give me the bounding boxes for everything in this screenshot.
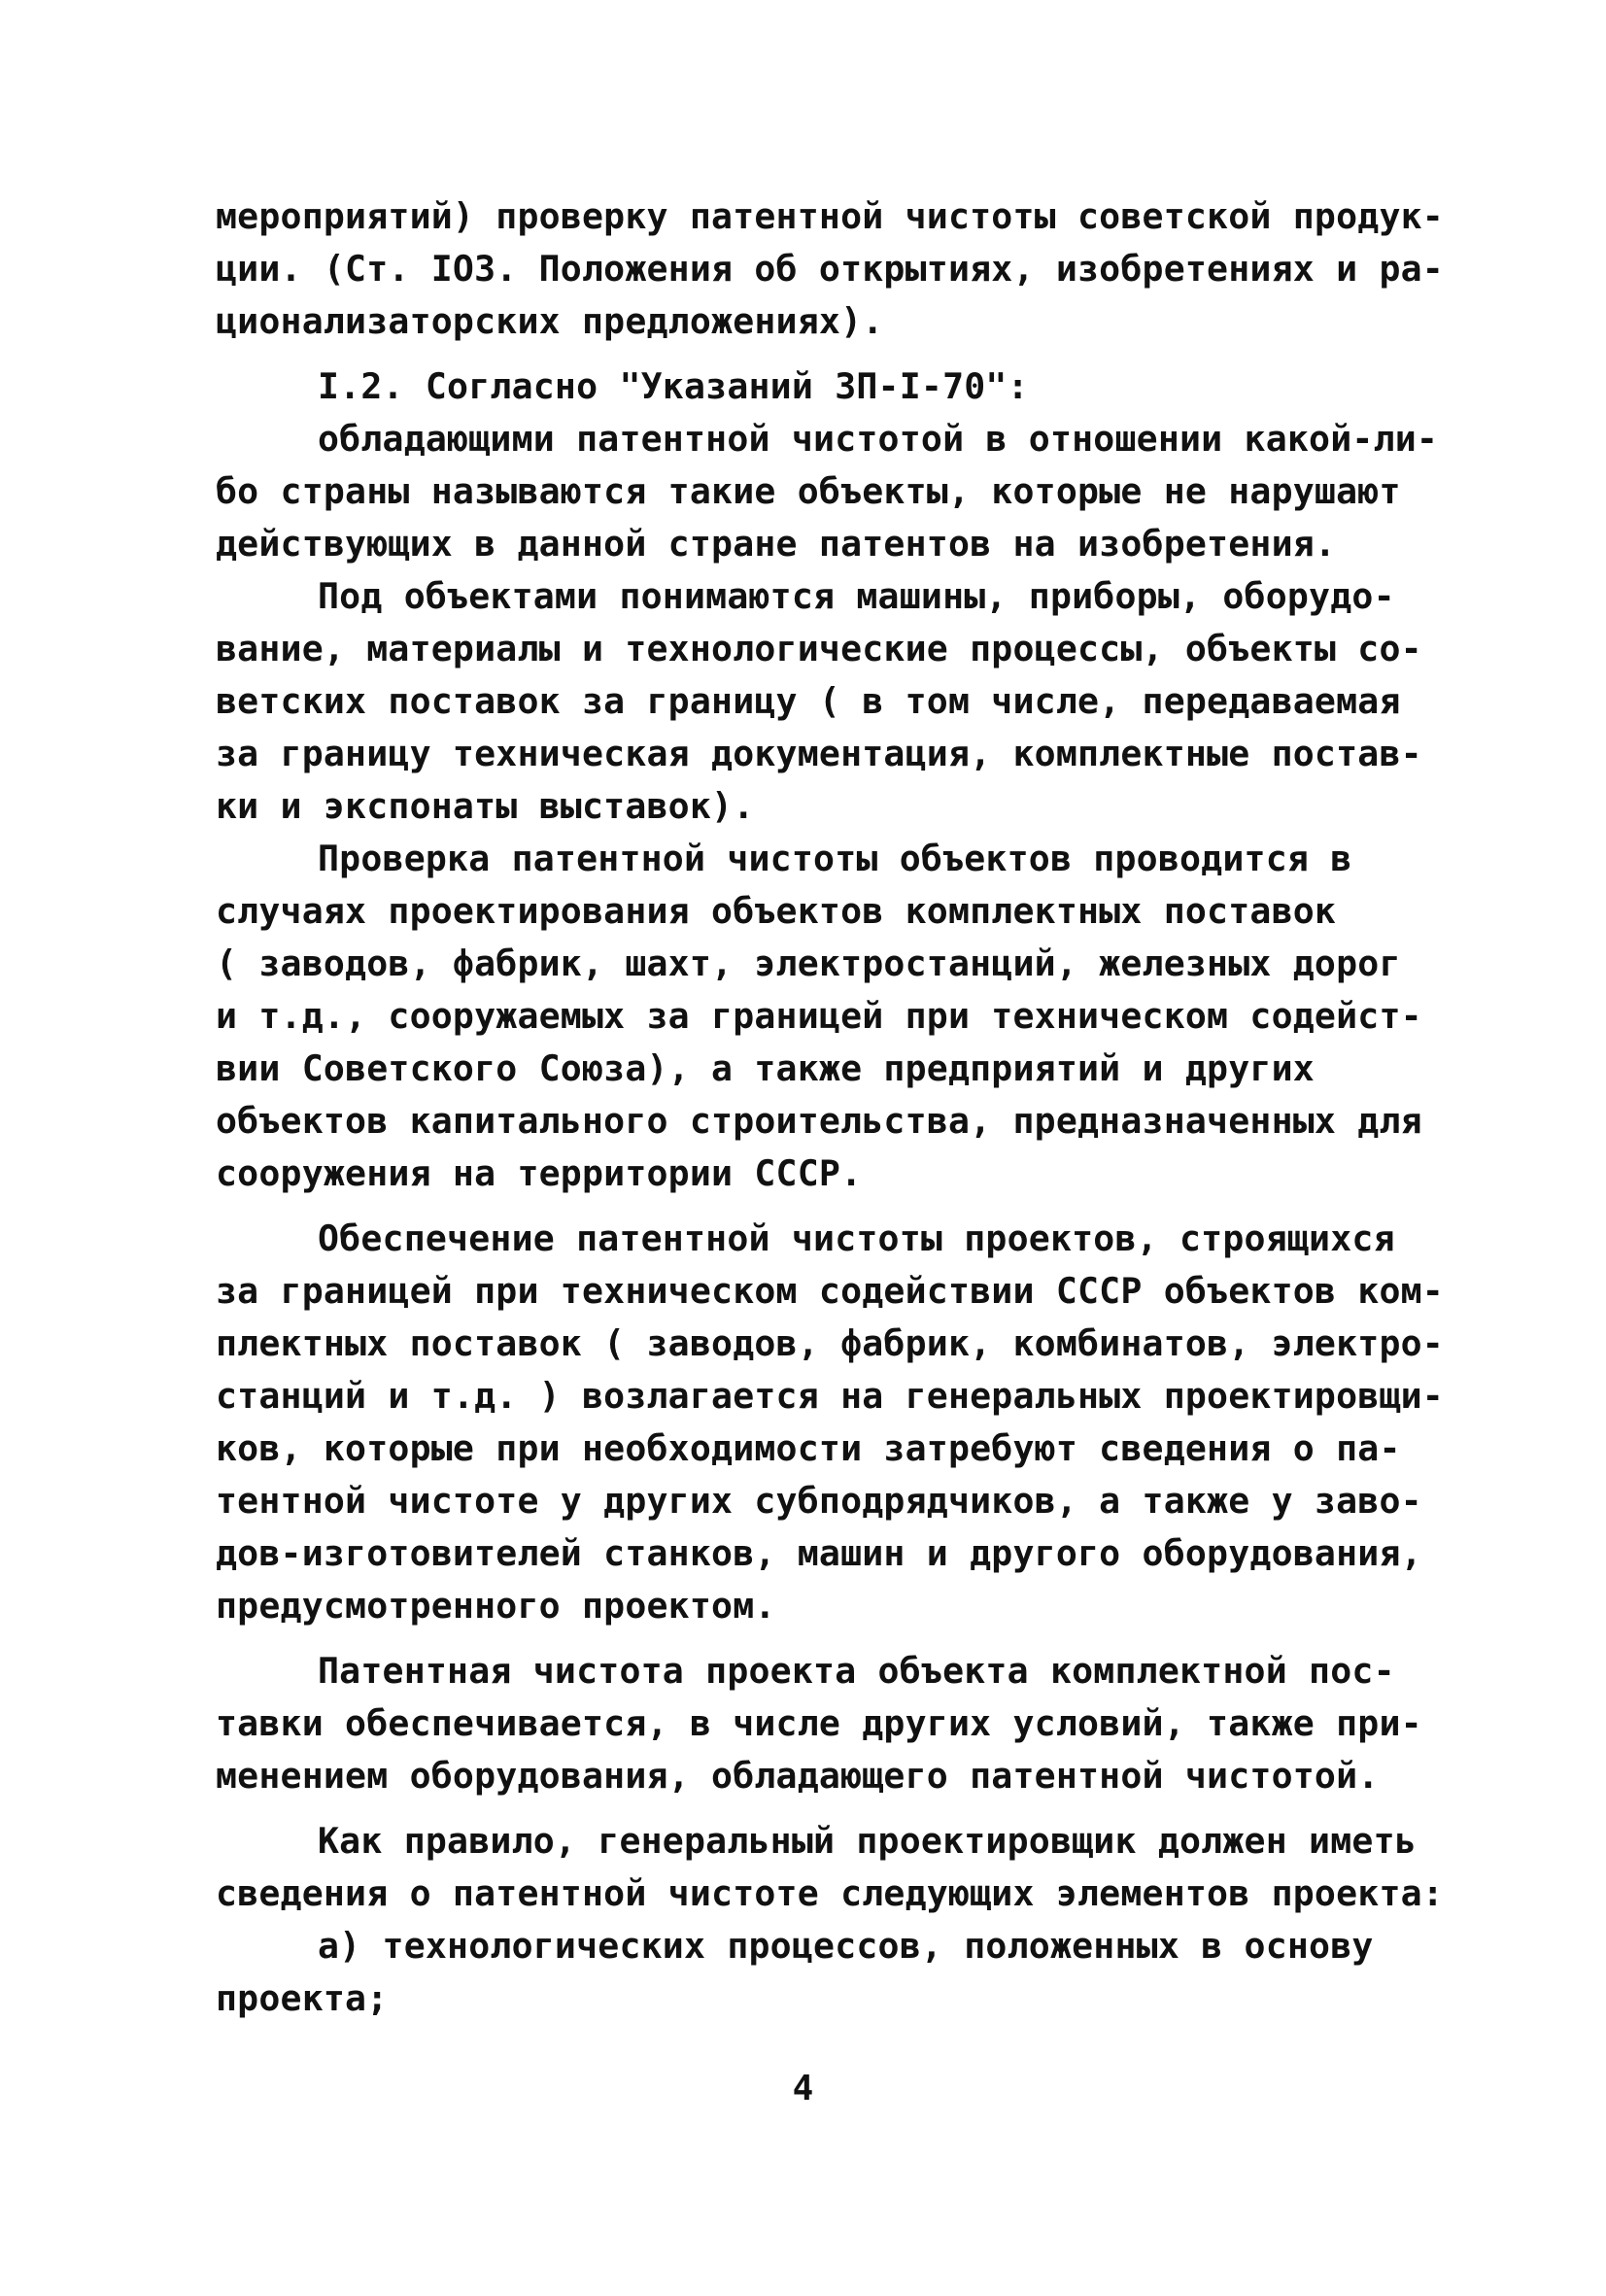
text-line: ( заводов, фабрик, шахт, электростанций, железных дорог (216, 942, 1401, 984)
text-line: Проверка патентной чистоты объектов проводится в (318, 838, 1352, 879)
text-line: Патентная чистота проекта объекта комплектной пос- (318, 1650, 1395, 1692)
text-line: ков, которые при необходимости затребуют сведения о па- (216, 1427, 1401, 1469)
text-line: тентной чистоте у других субподрядчиков, а также у заво- (216, 1480, 1422, 1522)
list-item-a: а) технологических процессов, положенных в основу (318, 1925, 1374, 1967)
text-line: ветских поставок за границу ( в том числе, передаваемая (216, 680, 1401, 722)
text-line: вание, материалы и технологические процессы, объекты со- (216, 628, 1422, 669)
text-line: Обеспечение патентной чистоты проектов, строящихся (318, 1217, 1395, 1259)
text-line: за границей при техническом содействии СССР объектов ком- (216, 1270, 1444, 1312)
text-line: вии Советского Союза), а также предприятий и других (216, 1047, 1315, 1089)
page-number: 4 (792, 2069, 814, 2108)
text-line: плектных поставок ( заводов, фабрик, комбинатов, электро- (216, 1322, 1444, 1364)
text-line: объектов капитального строительства, предназначенных для (216, 1100, 1422, 1142)
text-line: ционализаторских предложениях). (216, 300, 884, 342)
text-line: станций и т.д. ) возлагается на генеральных проектировщи- (216, 1375, 1444, 1417)
document-text (216, 190, 1444, 2025)
text-line: ции. (Ст. IO3. Положения об открытиях, изобретениях и ра- (216, 248, 1444, 290)
text-line: действующих в данной стране патентов на изобретения. (216, 523, 1337, 565)
text-line: мероприятий) проверку патентной чистоты советской продук- (216, 195, 1444, 237)
text-line: ки и экспонаты выставок). (216, 785, 755, 827)
text-line: предусмотренного проектом. (216, 1585, 776, 1627)
text-line: Под объектами понимаются машины, приборы, оборудо- (318, 575, 1395, 617)
text-line: Как правило, генеральный проектировщик должен иметь (318, 1820, 1417, 1862)
section-heading: I.2. Согласно "Указаний ЗП-I-70": (318, 365, 1029, 407)
text-line: за границу техническая документация, комплектные постав- (216, 733, 1422, 774)
text-line: случаях проектирования объектов комплектных поставок (216, 890, 1337, 932)
text-line: и т.д., сооружаемых за границей при техническом содейст- (216, 995, 1422, 1037)
text-line: проекта; (216, 1977, 389, 2019)
text-line: тавки обеспечивается, в числе других условий, также при- (216, 1702, 1422, 1744)
text-line: сооружения на территории СССР. (216, 1152, 863, 1194)
text-line: обладающими патентной чистотой в отношении какой-ли- (318, 418, 1439, 460)
text-line: сведения о патентной чистоте следующих элементов проекта: (216, 1872, 1444, 1914)
text-line: менением оборудования, обладающего патентной чистотой. (216, 1755, 1380, 1797)
text-line: бо страны называются такие объекты, которые не нарушают (216, 470, 1401, 512)
text-line: дов-изготовителей станков, машин и другого оборудования, (216, 1532, 1422, 1574)
